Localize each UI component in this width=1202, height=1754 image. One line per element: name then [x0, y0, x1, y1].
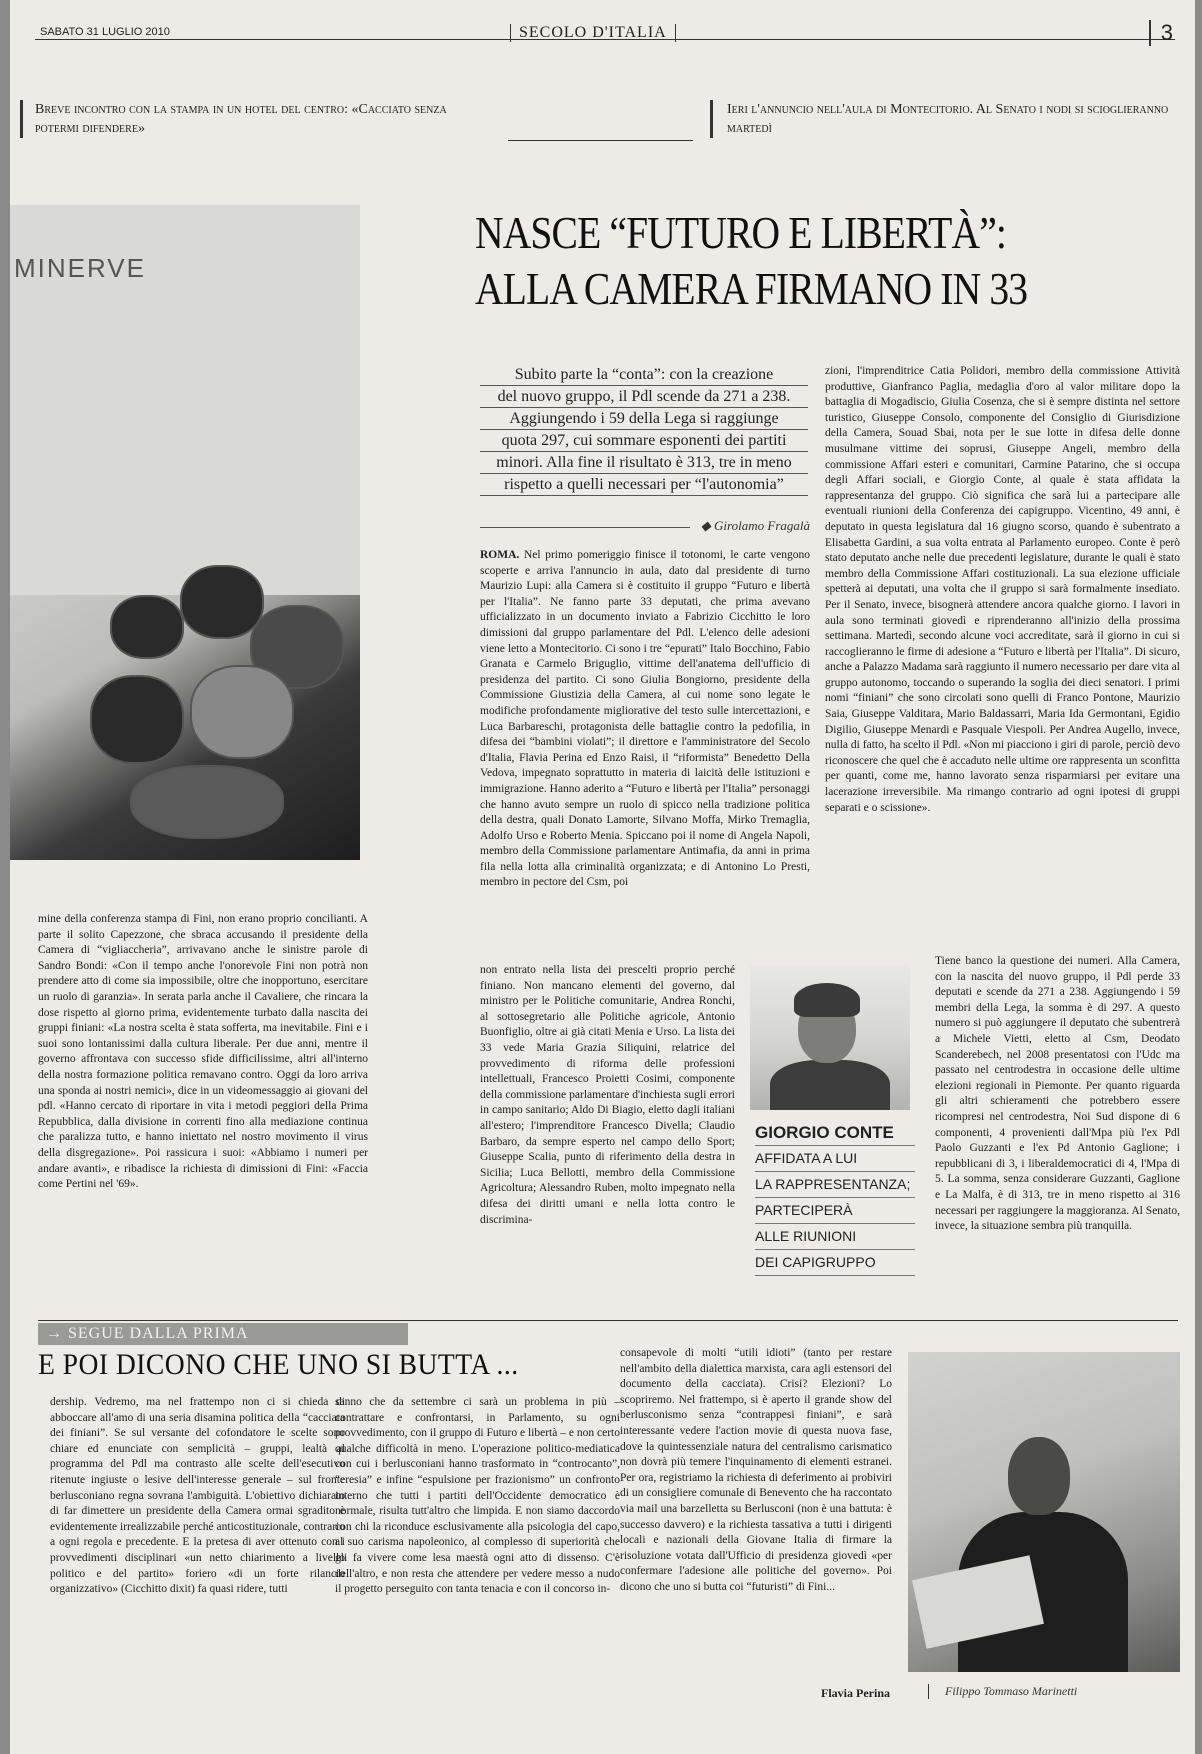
editorial-column-1: [50, 1395, 345, 1720]
article-text: sanno che da settembre ci sarà un problema in più – contrattare e confrontarsi, in Parlamento, su ogni provvedimento, con il gruppo di Futuro e libertà – e non certo qualche difficoltà in meno. L'operazione politico-mediatica con cui i berlusconiani hanno trasformato in “controcanto”, “eresia” e infine “espulsione per frazionismo” un confronto interno che tutti i partiti dell'Occidente democratico è normale, risulta tutt'altro che limpida. E non siamo daccordo con chi la riconduce esclusivamente alla psicologia del capo, al suo carisma napoleonico, al complesso di superiorità che gli fa vivere come lesa maestà ogni atto di dissenso. C'è dell'altro, e non resta che attendere per vedere messo a nudo il progetto perseguito con tanta tenacia e con il concorso in-: [335, 1396, 620, 1596]
editorial-column-3: [620, 1346, 892, 1686]
summary-line: Subito parte la “conta”: con la creazione: [480, 364, 808, 386]
section-divider: [38, 1320, 1178, 1321]
author-name: Girolamo Fragalà: [714, 518, 810, 533]
microphone: [180, 565, 264, 639]
marinetti-photo: [908, 1352, 1180, 1672]
main-headline: [475, 205, 1086, 317]
editorial-column-2: [335, 1395, 620, 1720]
article-text: Nel primo pomeriggio finisce il totonomi, le carte vengono scoperte e arriva l'annuncio in aula, dato dal presidente di turno Maurizio Lupi: alla Camera si è costituito il gruppo “Futuro e libertà per l'Italia”. Ne fanno parte 33 deputati, che prima avevano ufficializzato in un documento inviato a Fabrizio Cicchitto le loro dimissioni dal gruppo parlamentare del Pdl. L'elenco delle adesioni viene letto a Montecitorio. Ci sono i tre “epurati” Italo Bocchino, Fabio Granata e Carmelo Briguglio, vittime dell'anatema dell'ufficio di presidenza del partito. Ci sono Giulia Bongiorno, presidente della Commissione Giustizia della Camera, al cui nome sono legate le modifiche profondamente migliorative del testo sulle intercettazioni, e Luca Barbareschi, protagonista delle battaglie contro la pedofilia, in difesa dei “bambini violati”; il direttore e l'amministratore del Secolo d'Italia, Flavia Perina ed Enzo Raisi, il “riformista” Benedetto Della Vedova, impegnato soprattutto in materia di laicità delle istituzioni e immigrazione. Hanno aderito a “Futuro e libertà per l'Italia” personaggi che hanno avuto sempre un ruolo di spicco nella tradizione politica della destra, quali Donato Lamorte, Silvano Moffa, Mirko Tremaglia, Adolfo Urso e Roberto Menia. Spiccano poi il nome di Angela Napoli, membro della Commissione parlamentare Antimafia, da anni in prima fila nella lotta alla criminalità organizzata; e di Antonino Lo Presti, membro in pectore del Csm, poi: [480, 549, 810, 889]
headline-line-1: NASCE “FUTURO E LIBERTÀ”:: [475, 207, 1007, 258]
article-text: consapevole di molti “utili idioti” (tanto per restare nell'ambito della dialettica marxista, cara agli estensori del documento della cacciata). Crisi? Elezioni? Lo scopriremo. Nel frattempo, si è aperto il grande show del berlusconismo senza “contrappesi finiani”, e sarà interessante vedere l'action movie di questa nuova fase, dove la quintessenziale natura del centralismo carismatico non dovrà più temere l'inquinamento di elementi estranei. Per ora, registriamo la richiesta di deferimento ai probiviri di un consigliere comunale di Benevento che ha raccontato via mail una barzelletta su Berlusconi (non è una battuta: è successo davvero) e la richiesta tassativa a tutti i dirigenti locali e nazionali della Giovane Italia di firmare la risoluzione votata dall'Ufficio di presidenza giovedì «per confermare l'adesione alle politiche del governo». Poi dicono che uno si butta coi “futuristi” di Fini...: [620, 1347, 892, 1593]
article-column-2: [825, 364, 1180, 954]
article-text: non entrato nella lista dei prescelti proprio perché finiano. Non mancano elementi del governo, dal ministro per le Politiche comunitarie, Andrea Ronchi, al sottosegretario alle Politiche agricole, Antonio Buonfiglio, oltre ai già citati Menia e Urso. La lista dei 33 vede Maria Grazia Siliquini, relatrice del provvedimento di riforma delle professioni intellettuali, Francesco Proietti Cosimi, componente della commissione parlamentare d'inchiesta sugli errori in campo sanitario; Aldo Di Biagio, eletto dagli italiani all'estero; l'imprenditore Francesco Divella; Claudio Barbaro, da sempre esperto nel campo dello Sport; Giuseppe Scalia, punto di riferimento della destra in Sicilia; Luca Bellotti, membro della Commissione Agricoltura; Alessandro Ruben, molto impegnato nella difesa dei diritti umani e nella lotta contro le discrimina-: [480, 964, 735, 1226]
editorial-title: E POI DICONO CHE UNO SI BUTTA ...: [38, 1348, 519, 1381]
photo-sign-text: MINERVE: [14, 253, 146, 283]
diamond-icon: ◆: [700, 518, 715, 533]
marinetti-photo-caption: Filippo Tommaso Marinetti: [928, 1684, 1195, 1699]
giorgio-conte-portrait: [750, 965, 910, 1110]
dateline: ROMA.: [480, 549, 520, 561]
microphone: [110, 595, 184, 659]
headline-line-2: ALLA CAMERA FIRMANO IN 33: [475, 263, 1028, 314]
author-byline: [480, 518, 810, 534]
article-text: zioni, l'imprenditrice Catia Polidori, membro della commissione Attività produttive, Gianfranco Paglia, medaglia d'oro al valor militare dopo la battaglia di Mogadiscio, Giulia Cosenza, che si è sempre distinta nel settore turistico, Giuseppe Consolo, componente del Consiglio di Giurisdizione della Camera, Souad Sbai, nota per le sue lotte in difesa delle donne musulmane vittime dei soprusi, Giuseppe Angeli, membro della commissione Affari esteri e comunitari, Carmine Patarino, che si occupa degli Affari sociali, e Giorgio Conte, al quale è stata affidata la rappresentanza del gruppo. Ciò significa che sarà lui a partecipare alle eventuali riunioni della Conferenza dei capigruppo. Vicentino, 49 anni, è deputato in questa legislatura dal 16 giugno scorso, quando è subentrato a Elisabetta Gardini, a sua volta entrata al Parlamento europeo. Conte è però stato deputato anche nelle due precedenti legislature, durante le quali è stato membro della Commissione Affari costituzionali. La sua elezione ufficiale spetterà ai deputati, una volta che il gruppo si sarà formalmente insediato. Per il Senato, invece, bisognerà attendere ancora qualche giorno. I lavori in aula sono terminati giovedì e riprenderanno all'inizio della prossima settimana. Martedì, secondo alcune voci accreditate, sarà il giorno in cui si raccoglieranno le firme di adesione a “Futuro e libertà per l'Italia”. Di sicuro, anche a Palazzo Madama sarà raggiunto il numero necessario per dare vita al gruppo autonomo, toccando o superando la soglia dei dieci senatori. I primi nomi “finiani” che sono circolati sono quelli di Franco Pontone, Maurizio Saia, Giuseppe Valditara, Mario Baldassarri, Maria Ida Germontani, Egidio Digilio, Giuseppe Menardi e Pasquale Viespoli. Per Andrea Augello, invece, nulla di fatto, ha scelto il Pdl. «Non mi piacciono i giri di parole, perciò devo riconoscere che quel che è accaduto nelle ultime ore rappresenta un sconfitta per quanti, come me, hanno lavorato senza risparmiarsi per evitare una lacerazione irreversibile. Ma rimango contrario ad ogni ipotesi di gruppi separati e o scissione».: [825, 365, 1180, 814]
press-conference-photo: [10, 205, 360, 860]
summary-line: rispetto a quelli necessari per “l'autonomia”: [480, 474, 808, 496]
kicker-left: Breve incontro con la stampa in un hotel del centro: «Cacciato senza potermi difendere»: [20, 100, 475, 138]
kicker-divider: [508, 140, 693, 141]
caption-line: DEI CAPIGRUPPO: [755, 1250, 915, 1276]
caption-line: PARTECIPERÀ: [755, 1198, 915, 1224]
portrait-caption: [755, 1120, 915, 1276]
article-column-1: [480, 548, 810, 963]
left-article-column: [38, 912, 368, 1284]
continued-from-front-label: → SEGUE DALLA PRIMA: [38, 1323, 408, 1345]
summary-line: del nuovo gruppo, il Pdl scende da 271 a 238.: [480, 386, 808, 408]
caption-line: AFFIDATA A LUI: [755, 1146, 915, 1172]
summary-line: quota 297, cui sommare esponenti dei partiti: [480, 430, 808, 452]
caption-name: GIORGIO CONTE: [755, 1120, 915, 1146]
summary-line: Aggiungendo i 59 della Lega si raggiunge: [480, 408, 808, 430]
article-column-2-continued: [935, 954, 1180, 1284]
article-summary: [480, 364, 808, 496]
microphone: [190, 665, 294, 759]
caption-line: LA RAPPRESENTANZA;: [755, 1172, 915, 1198]
caption-line: ALLE RIUNIONI: [755, 1224, 915, 1250]
microphones-cluster: [70, 565, 360, 860]
byline-rule: [480, 527, 690, 528]
microphone: [90, 675, 184, 764]
portrait-body: [770, 1060, 890, 1110]
photo-head: [1008, 1437, 1070, 1515]
article-text: Tiene banco la questione dei numeri. Alla Camera, con la nascita del nuovo gruppo, il Pdl perde 33 deputati e scende da 271 a 238. Aggiungendo i 59 membri della Lega, la somma è di 297. A questo numero si può aggiungere il deputato che subentrerà a Michele Vietti, eletto al Csm, Deodato Scanderebech, nel 2008 presentatosi con l'Udc ma passato nel centrodestra in occasione delle ultime elezioni regionali in Piemonte. Per quanto riguarda gli altri schieramenti che potrebbero essere ricompresi nel centrodestra, Noi Sud dispone di 6 componenti, 4 provenienti dall'Mpa più l'ex Pdl Paolo Guzzanti e l'ex Pd Antonio Gaglione; i repubblicani di 3, i liberaldemocratici di 4, l'Mpa di 5. La somma, senza considerare Guzzanti, Gaglione e La Malfa, è di 313, tre in meno rispetto ai 316 necessari per raggiungere la maggioranza. Al Senato, invece, la situazione sembra più tranquilla.: [935, 955, 1180, 1233]
summary-line: minori. Alla fine il risultato è 313, tre in meno: [480, 452, 808, 474]
page-number: 3: [1149, 20, 1173, 46]
editorial-signature: Flavia Perina: [821, 1686, 890, 1700]
article-column-1-continued: [480, 963, 735, 1281]
article-text: mine della conferenza stampa di Fini, non erano proprio concilianti. A parte il solito Capezzone, che sbraca accusando il presidente della Camera di “vigliaccheria”, arrivavano anche le sinistre parole di Sandro Bondi: «Con il tempo anche l'onorevole Fini non potrà non prendere atto di come sia impossibile, oltre che inopportuno, esercitare un ruolo di garanzia». In serata parla anche il Cavaliere, che rincara la dose rispetto al giorno prima, evidentemente turbato dalla nascita dei gruppi finiani: «La nostra scelta è stata sofferta, ma inevitabile. Fini e i suoi sono lontanissimi dalla cultura liberale. Per due anni, mentre il governo affrontava con successo sfide difficilissime, altri all'interno della nostra formazione politica remavano contro. Oggi da loro arriva una sponda ai nostri nemici», dice in un videomessaggio ai giovani del pdl. «Hanno cercato di riportare in vita i metodi peggiori della Prima Repubblica, dalla divisione in correnti fino alla mediazione continua che paralizza tutto, e hanno iniettato nel nostro movimento il virus della disgregazione». Poi rassicura i suoi: «Abbiamo i numeri per andare avanti», e ribadisce la richiesta di dimissioni di Fini: «Faccia come Pertini nel '69».: [38, 913, 368, 1191]
issue-date: SABATO 31 LUGLIO 2010: [40, 26, 170, 38]
article-text: dership. Vedremo, ma nel frattempo non ci si chieda di abboccare all'amo di una seria disamina politica della “cacciata dei finiani”. Se sul versante del cofondatore le scelte sono chiare ed enunciate con semplicità – gruppi, lealtà al programma del Pdl ma contrasto alle scelte dell'esecutivo ritenute ingiuste o lesive dell'interesse generale – sul fronte berlusconiano regna sovrana l'ambiguità. L'obiettivo dichiarato di far dimettere un presidente della Camera ormai sgradito è evidentemente irrealizzabile perché anticostituzionale, contrario a ogni regola e precedente. E la pretesa di aver ottenuto con i provvedimenti disciplinari «un netto chiarimento a livello politico e del partito» foriero «di un forte rilancio organizzativo» (Cicchitto dixit) fa quasi ridere, tutti: [50, 1396, 345, 1596]
portrait-hair: [794, 983, 860, 1017]
newspaper-name: SECOLO D'ITALIA: [510, 24, 676, 42]
kicker-right: Ieri l'annuncio nell'aula di Montecitorio. Al Senato i nodi si scioglieranno martedì: [710, 100, 1177, 138]
newspaper-page: [10, 0, 1195, 1754]
microphone: [130, 765, 284, 839]
